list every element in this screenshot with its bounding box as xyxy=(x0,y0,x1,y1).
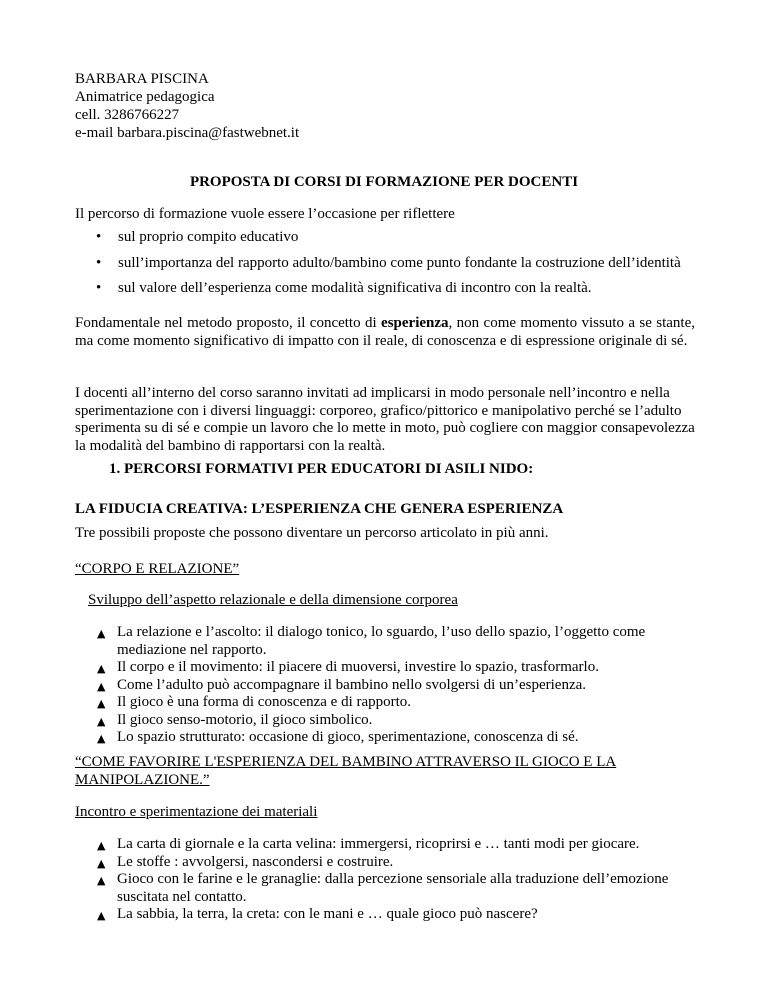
triangle-bullet-icon: ▲ xyxy=(97,627,106,640)
triangle-bullet-icon: ▲ xyxy=(97,662,106,675)
intro-bullet-item: • sul valore dell’esperienza come modalità significativa di incontro con la realtà. xyxy=(96,280,592,296)
module1-list xyxy=(75,624,695,747)
triangle-bullet-icon: ▲ xyxy=(97,909,106,922)
triangle-bullet-icon: ▲ xyxy=(97,856,106,870)
intro-bullet-list xyxy=(75,229,695,306)
triangle-bullet-icon: ▲ xyxy=(97,839,106,852)
intro-text: Il percorso di formazione vuole essere l’occasione per riflettere xyxy=(75,206,455,222)
intro-bullet-item: • sull’importanza del rapporto adulto/bambino come punto fondante la costruzione dell’identità xyxy=(96,254,681,271)
contact-header xyxy=(75,70,299,142)
triangle-bullet-icon: ▲ xyxy=(97,697,106,710)
triangle-bullet-icon: ▲ xyxy=(97,874,106,887)
module2-item: ▲ La sabbia, la terra, la creta: con le mani e … quale gioco può nascere? xyxy=(75,906,687,924)
module2-item: ▲ Gioco con le farine e le granaglie: dalla percezione sensoriale alla traduzione dell’emozione suscitata nel contatto. xyxy=(97,871,669,905)
keyword-esperienza: esperienza xyxy=(381,315,449,331)
module1-item: ▲ Il gioco è una forma di conoscenza e di rapporto. xyxy=(75,694,687,712)
section-heading: 1. PERCORSI FORMATIVI PER EDUCATORI DI ASILI NIDO: xyxy=(109,461,534,477)
module1-item: ▲ Lo spazio strutturato: occasione di gioco, sperimentazione, conoscenza di sé. xyxy=(75,729,687,747)
module2-subtitle: Incontro e sperimentazione dei materiali xyxy=(75,804,318,820)
author-role: Animatrice pedagogica xyxy=(75,89,215,105)
module1-title: “CORPO E RELAZIONE” xyxy=(75,561,240,577)
course-subtitle: LA FIDUCIA CREATIVA: L’ESPERIENZA CHE GENERA ESPERIENZA xyxy=(75,501,564,517)
intro-bullet-item: • sul proprio compito educativo xyxy=(96,229,299,245)
bullet-dot-icon: • xyxy=(96,254,102,271)
bullet-dot-icon: • xyxy=(96,229,102,245)
module1-item: ▲ Il gioco senso-motorio, il gioco simbolico. xyxy=(75,712,687,730)
author-phone: cell. 3286766227 xyxy=(75,107,180,123)
course-description: Tre possibili proposte che possono diventare un percorso articolato in più anni. xyxy=(75,525,549,541)
module2-list xyxy=(75,836,695,924)
module1-subtitle: Sviluppo dell’aspetto relazionale e della dimensione corporea xyxy=(88,592,458,608)
module2-item: ▲ Le stoffe : avvolgersi, nascondersi e costruire. xyxy=(75,854,687,872)
author-name: BARBARA PISCINA xyxy=(75,71,209,87)
triangle-bullet-icon: ▲ xyxy=(97,714,106,728)
module2-title: “COME FAVORIRE L'ESPERIENZA DEL BAMBINO ATTRAVERSO IL GIOCO E LA MANIPOLAZIONE.” xyxy=(75,754,617,788)
module2-item: ▲ La carta di giornale e la carta velina: immergersi, ricoprirsi e … tanti modi per giocare. xyxy=(75,836,687,854)
paragraph-docenti: I docenti all’interno del corso saranno invitati ad implicarsi in modo personale nell’incontro e nella sperimentazione con i diversi linguaggi: corporeo, grafico/pittorico e manipolativo perché se l’adulto sperimenta su di sé e compie un lavoro che lo mette in moto, può cogliere con maggior consapevolezza la modalità del bambino di rapportarsi con la realtà. xyxy=(75,385,695,454)
author-email: e-mail barbara.piscina@fastwebnet.it xyxy=(75,125,300,141)
module1-item: ▲ Il corpo e il movimento: il piacere di muoversi, investire lo spazio, trasformarlo. xyxy=(75,659,687,677)
triangle-bullet-icon: ▲ xyxy=(97,679,106,693)
paragraph-esperienza: Fondamentale nel metodo proposto, il concetto di esperienza, non come momento vissuto a se stante, ma come momento significativo di impatto con il reale, di conoscenza e di espressione originale di sé. xyxy=(75,315,696,349)
module1-item: ▲ Come l’adulto può accompagnare il bambino nello svolgersi di un’esperienza. xyxy=(75,677,687,695)
bullet-dot-icon: • xyxy=(96,280,102,296)
document-title: PROPOSTA DI CORSI DI FORMAZIONE PER DOCENTI xyxy=(189,174,579,190)
triangle-bullet-icon: ▲ xyxy=(97,732,106,745)
module1-item: ▲ La relazione e l’ascolto: il dialogo tonico, lo sguardo, l’uso dello spazio, l’oggetto come mediazione nel rapporto. xyxy=(97,624,646,658)
